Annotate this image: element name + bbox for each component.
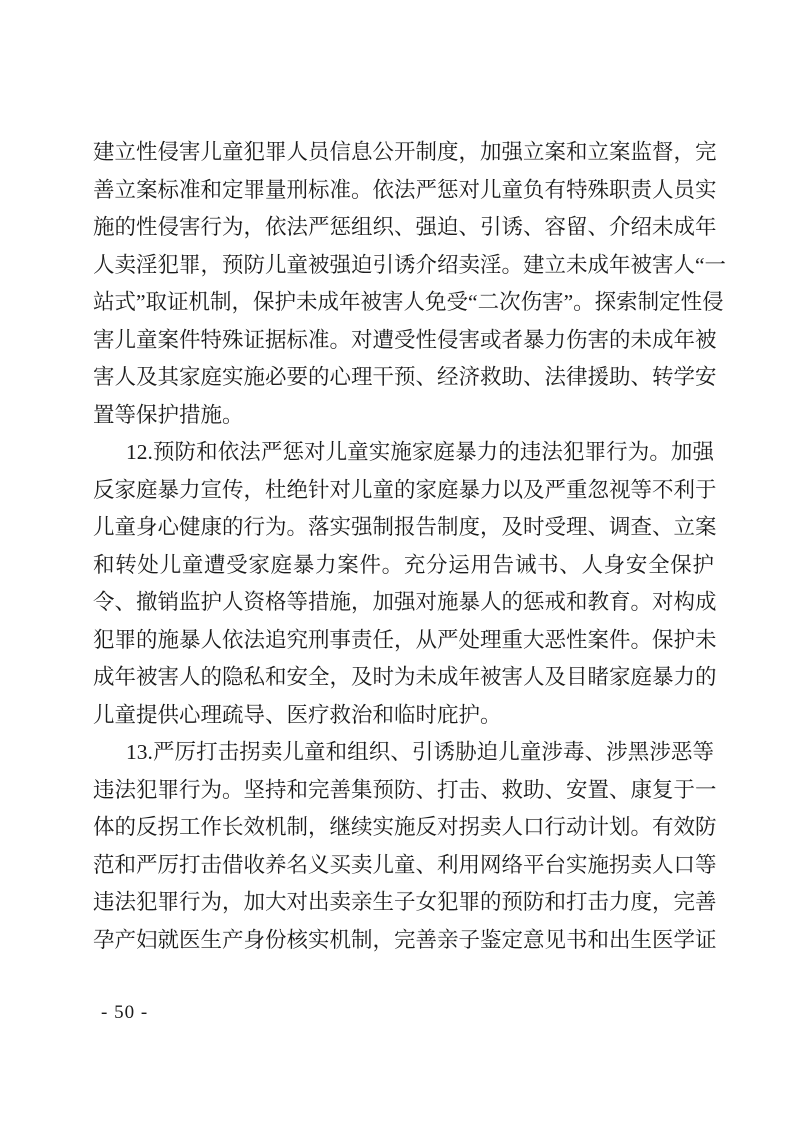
text-line: 和转处儿童遭受家庭暴力案件。充分运用告诫书、人身安全保护: [93, 552, 714, 577]
page-number: - 50 -: [101, 1002, 149, 1023]
text-line: 施的性侵害行为，依法严惩组织、强迫、引诱、容留、介绍未成年: [93, 215, 717, 239]
text-line: 令、撤销监护人资格等措施，加强对施暴人的惩戒和教育。对构成: [93, 590, 717, 614]
text-line: 违法犯罪行为，加大对出卖亲生子女犯罪的预防和打击力度，完善: [93, 890, 717, 914]
text-line: 害儿童案件特殊证据标准。对遭受性侵害或者暴力伤害的未成年被: [93, 327, 717, 352]
paragraph: [93, 434, 717, 734]
text-line: 体的反拐工作长效机制，继续实施反对拐卖人口行动计划。有效防: [93, 815, 717, 839]
text-line: 人卖淫犯罪，预防儿童被强迫引诱介绍卖淫。建立未成年被害人“一: [93, 252, 727, 277]
text-line: 反家庭暴力宣传，杜绝针对儿童的家庭暴力以及严重忽视等不利于: [93, 477, 717, 502]
text-line: 儿童提供心理疏导、医疗救治和临时庇护。: [93, 702, 502, 727]
text-line: 站式”取证机制，保护未成年被害人免受“二次伤害”。探索制定性侵: [93, 290, 724, 314]
paragraph: [93, 134, 727, 434]
text-line: 成年被害人的隐私和安全，及时为未成年被害人及目睹家庭暴力的: [93, 665, 717, 689]
text-line: 13.严厉打击拐卖儿童和组织、引诱胁迫儿童涉毒、涉黑涉恶等: [126, 740, 714, 764]
text-line: 孕产妇就医生产身份核实机制，完善亲子鉴定意见书和出生医学证: [93, 927, 717, 952]
text-line: 置等保护措施。: [93, 402, 244, 427]
text-line: 违法犯罪行为。坚持和完善集预防、打击、救助、安置、康复于一: [93, 777, 717, 802]
text-line: 儿童身心健康的行为。落实强制报告制度，及时受理、调查、立案: [93, 515, 717, 539]
text-line: 范和严厉打击借收养名义买卖儿童、利用网络平台实施拐卖人口等: [93, 852, 717, 877]
paragraph: [93, 734, 717, 959]
text-line: 善立案标准和定罪量刑标准。依法严惩对儿童负有特殊职责人员实: [93, 177, 717, 202]
text-line: 12.预防和依法严惩对儿童实施家庭暴力的违法犯罪行为。加强: [126, 440, 714, 464]
document-body: [93, 134, 727, 959]
text-line: 害人及其家庭实施必要的心理干预、经济救助、法律援助、转学安: [93, 365, 717, 389]
text-line: 建立性侵害儿童犯罪人员信息公开制度，加强立案和立案监督，完: [93, 140, 717, 164]
text-line: 犯罪的施暴人依法追究刑事责任，从严处理重大恶性案件。保护未: [93, 627, 717, 652]
